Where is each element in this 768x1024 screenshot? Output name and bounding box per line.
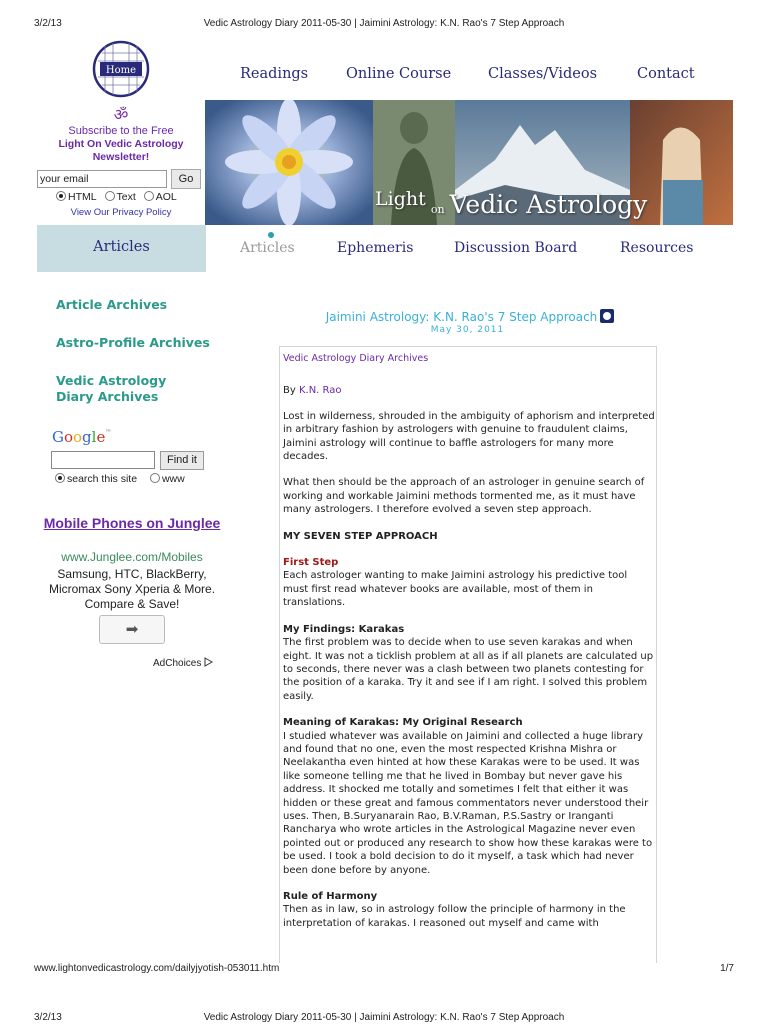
home-logo-button[interactable] bbox=[92, 40, 150, 98]
section-harmony bbox=[283, 890, 655, 930]
active-indicator-dot bbox=[268, 232, 274, 238]
radio-aol[interactable] bbox=[144, 191, 154, 201]
next-page-header bbox=[0, 1012, 768, 1024]
sidebar-article-archives[interactable]: Article Archives bbox=[56, 297, 168, 312]
lotus-flower-icon bbox=[225, 100, 353, 225]
print-footer bbox=[0, 963, 768, 977]
nav-online-course[interactable]: Online Course bbox=[346, 66, 452, 82]
first-step-label: First Step bbox=[283, 557, 339, 569]
banner-text-main: Vedic Astrology bbox=[449, 190, 648, 219]
google-tm: ™ bbox=[105, 429, 112, 436]
paragraph-intro: Lost in wilderness, shrouded in the ambiguity of aphorism and interpreted in arbitrary fashion by astrologers with genuine to fraudulent claims, Jaimini astrology will continue to baffle astrologers for many more decades. bbox=[283, 410, 655, 463]
site-search-input[interactable] bbox=[51, 451, 155, 469]
radio-this-site[interactable] bbox=[55, 473, 65, 483]
newsletter-line1: Subscribe to the Free bbox=[68, 125, 174, 137]
banner-title bbox=[375, 188, 647, 219]
article-title bbox=[280, 309, 660, 324]
ad-arrow-button[interactable] bbox=[99, 615, 165, 644]
nav-classes-videos[interactable]: Classes/Videos bbox=[488, 66, 598, 82]
subnav-resources[interactable]: Resources bbox=[620, 240, 694, 256]
home-label: Home bbox=[105, 65, 137, 76]
adchoices-label: AdChoices bbox=[153, 658, 202, 669]
search-scope-options bbox=[55, 473, 215, 485]
arrow-right-icon: ➡ bbox=[125, 620, 139, 638]
print-header bbox=[0, 18, 768, 32]
print-icon[interactable] bbox=[600, 309, 614, 323]
articles-section-tab[interactable] bbox=[37, 225, 206, 272]
nav-readings[interactable]: Readings bbox=[240, 66, 309, 82]
print-page-number: 1/7 bbox=[720, 963, 734, 974]
adchoices-icon bbox=[204, 657, 213, 667]
article-body bbox=[283, 352, 655, 943]
section-first-step bbox=[283, 556, 655, 610]
subnav-ephemeris[interactable]: Ephemeris bbox=[337, 240, 414, 256]
radio-text[interactable] bbox=[105, 191, 115, 201]
home-logo-icon bbox=[92, 40, 150, 98]
radio-www-label: www bbox=[161, 473, 185, 485]
print-title: Vedic Astrology Diary 2011-05-30 | Jaimini Astrology: K.N. Rao's 7 Step Approach bbox=[203, 18, 565, 29]
byline bbox=[283, 384, 655, 397]
section-meaning bbox=[283, 716, 655, 877]
newsletter-line3: Newsletter! bbox=[92, 151, 150, 163]
sidebar-astro-profile-archives[interactable]: Astro-Profile Archives bbox=[56, 335, 210, 350]
author-link[interactable]: K.N. Rao bbox=[298, 385, 342, 397]
findings-label: My Findings: Karakas bbox=[283, 623, 405, 635]
ad-description: Samsung, HTC, BlackBerry, Micromax Sony Xperia & More. Compare & Save! bbox=[48, 567, 216, 611]
banner-text-light: Light bbox=[375, 188, 426, 210]
print-url: www.lightonvedicastrology.com/dailyjyotish-053011.htm bbox=[34, 963, 280, 974]
email-field[interactable] bbox=[37, 170, 167, 188]
article-date: May 30, 2011 bbox=[430, 325, 505, 335]
radio-aol-label: AOL bbox=[155, 191, 177, 203]
article-title-text: Jaimini Astrology: K.N. Rao's 7 Step Approach bbox=[325, 310, 598, 324]
radio-html-label: HTML bbox=[68, 191, 97, 203]
google-logo: Google™ bbox=[52, 428, 112, 446]
subnav-discussion-board[interactable]: Discussion Board bbox=[454, 240, 578, 256]
format-options bbox=[56, 191, 206, 205]
harmony-label: Rule of Harmony bbox=[283, 891, 378, 902]
sub-nav bbox=[240, 240, 740, 262]
subnav-articles[interactable]: Articles bbox=[240, 240, 295, 256]
category-link[interactable]: Vedic Astrology Diary Archives bbox=[283, 353, 429, 364]
meaning-text: I studied whatever was available on Jaimini and collected a huge library and found that no one, even the most respected Krishna Mishra or Neelakantha even hinted at how these Karakas were to be used. It was like someone telling me that he lived in Bombay but never gave his address. It shocked me totally and sometimes I felt that either it was hidden or these great and famous commentators never understood their uses. Then, B.Suryanarain Rao, B.V.Raman, P.S.Sastry or Iranganti Rancharya who wrote articles in the Astrological Magazine never even pointed out or produced any research to show how these karakas were to be used. I took a bold decision to do it myself, a task which had never been done before by anyone. bbox=[283, 730, 653, 876]
header-banner bbox=[205, 100, 733, 225]
ad-url-link[interactable]: www.Junglee.com/Mobiles bbox=[61, 550, 203, 564]
sidebar-diary-archives[interactable]: Vedic Astrology Diary Archives bbox=[56, 373, 167, 404]
newsletter-line2: Light On Vedic Astrology bbox=[58, 138, 184, 150]
radio-html[interactable] bbox=[56, 191, 66, 201]
section-findings bbox=[283, 623, 655, 703]
by-label: By bbox=[283, 385, 296, 397]
next-page-title: Vedic Astrology Diary 2011-05-30 | Jaimini Astrology: K.N. Rao's 7 Step Approach bbox=[203, 1012, 565, 1023]
first-step-text: Each astrologer wanting to make Jaimini astrology his predictive tool must first read whatever books are available, most of them in translations. bbox=[283, 570, 628, 609]
findings-text: The first problem was to decide when to use seven karakas and when eight. It was not a ticklish problem at all as if all planets are calculated up to seconds, there never was a clash between two planets contesting for the position of a karaka. Try it and see if I am right. I solved this problem easily. bbox=[283, 637, 654, 702]
articles-section-label: Articles bbox=[93, 239, 150, 255]
ad-title-link[interactable]: Mobile Phones on Junglee bbox=[43, 515, 221, 531]
harmony-text: Then as in law, so in astrology follow the principle of harmony in the interpretation of karakas. I reasoned out myself and came with bbox=[283, 904, 626, 929]
heading-seven-step: MY SEVEN STEP APPROACH bbox=[283, 530, 438, 542]
radio-text-label: Text bbox=[116, 191, 136, 203]
meaning-label: Meaning of Karakas: My Original Research bbox=[283, 717, 523, 729]
paragraph-approach: What then should be the approach of an astrologer in genuine search of working and workable Jaimini methods tormented me, as it must have many astrologers. I therefore evolved a seven step approach. bbox=[283, 477, 645, 516]
privacy-link[interactable]: View Our Privacy Policy bbox=[70, 207, 172, 218]
next-page-date: 3/2/13 bbox=[34, 1012, 62, 1023]
print-date: 3/2/13 bbox=[34, 18, 62, 29]
newsletter-promo bbox=[36, 125, 206, 163]
adchoices-link[interactable] bbox=[153, 657, 213, 669]
article-box bbox=[279, 346, 657, 963]
go-button[interactable]: Go bbox=[171, 169, 201, 189]
radio-www[interactable] bbox=[150, 473, 160, 483]
nav-contact[interactable]: Contact bbox=[637, 66, 695, 82]
banner-text-on: on bbox=[430, 203, 445, 216]
radio-this-site-label: search this site bbox=[67, 473, 138, 485]
top-nav bbox=[240, 66, 730, 88]
find-it-button[interactable]: Find it bbox=[160, 451, 204, 470]
om-icon: ॐ bbox=[113, 105, 129, 124]
